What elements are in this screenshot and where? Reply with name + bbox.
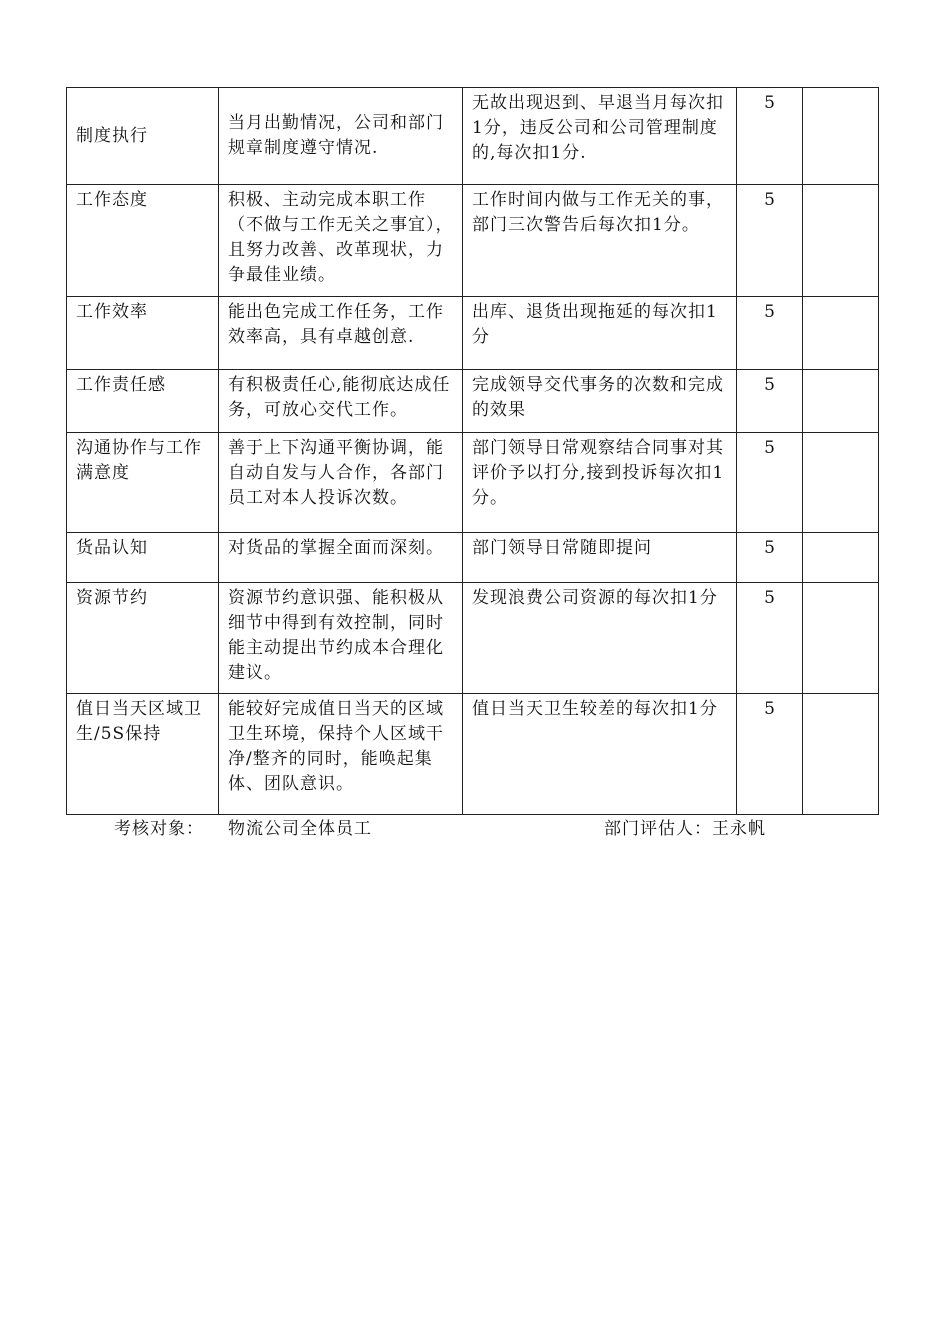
item-cell: 货品认知	[67, 533, 219, 583]
rule-cell: 发现浪费公司资源的每次扣1分	[463, 583, 737, 694]
table-row	[67, 694, 879, 815]
score-cell: 5	[737, 88, 803, 185]
item-cell: 值日当天区域卫生/5S保持	[67, 694, 219, 815]
standard-cell: 积极、主动完成本职工作（不做与工作无关之事宜），且努力改善、改革现状，力争最佳业绩。	[219, 185, 463, 297]
table-row	[67, 433, 879, 533]
score-cell: 5	[737, 694, 803, 815]
assessment-table	[66, 87, 879, 815]
rule-cell: 部门领导日常观察结合同事对其评价予以打分,接到投诉每次扣1分。	[463, 433, 737, 533]
rule-cell: 完成领导交代事务的次数和完成的效果	[463, 370, 737, 433]
result-cell	[803, 185, 879, 297]
assessment-target	[114, 817, 372, 841]
item-cell: 资源节约	[67, 583, 219, 694]
standard-cell: 对货品的掌握全面而深刻。	[219, 533, 463, 583]
result-cell	[803, 533, 879, 583]
result-cell	[803, 88, 879, 185]
item-cell: 工作责任感	[67, 370, 219, 433]
assessor: 部门评估人：王永帆	[604, 819, 766, 839]
result-cell	[803, 433, 879, 533]
score-cell: 5	[737, 297, 803, 370]
target-label: 考核对象：	[114, 819, 204, 839]
standard-cell: 能较好完成值日当天的区域卫生环境，保持个人区域干净/整齐的同时，能唤起集体、团队意识。	[219, 694, 463, 815]
table-row	[67, 185, 879, 297]
score-cell: 5	[737, 583, 803, 694]
score-cell: 5	[737, 185, 803, 297]
rule-cell: 部门领导日常随即提问	[463, 533, 737, 583]
standard-cell: 当月出勤情况，公司和部门规章制度遵守情况.	[219, 88, 463, 185]
rule-cell: 出库、退货出现拖延的每次扣1分	[463, 297, 737, 370]
table-row	[67, 370, 879, 433]
table-row	[67, 533, 879, 583]
score-cell: 5	[737, 433, 803, 533]
item-cell: 工作效率	[67, 297, 219, 370]
item-cell: 工作态度	[67, 185, 219, 297]
standard-cell: 资源节约意识强、能积极从细节中得到有效控制，同时能主动提出节约成本合理化建议。	[219, 583, 463, 694]
result-cell	[803, 297, 879, 370]
table-row	[67, 583, 879, 694]
item-cell: 沟通协作与工作满意度	[67, 433, 219, 533]
result-cell	[803, 583, 879, 694]
item-cell: 制度执行	[67, 88, 219, 185]
result-cell	[803, 694, 879, 815]
standard-cell: 善于上下沟通平衡协调，能自动自发与人合作，各部门员工对本人投诉次数。	[219, 433, 463, 533]
rule-cell: 值日当天卫生较差的每次扣1分	[463, 694, 737, 815]
table-row	[67, 88, 879, 185]
rule-cell: 工作时间内做与工作无关的事，部门三次警告后每次扣1分。	[463, 185, 737, 297]
result-cell	[803, 370, 879, 433]
table-row	[67, 297, 879, 370]
standard-cell: 能出色完成工作任务，工作效率高，具有卓越创意.	[219, 297, 463, 370]
target-value: 物流公司全体员工	[228, 819, 372, 839]
score-cell: 5	[737, 533, 803, 583]
standard-cell: 有积极责任心,能彻底达成任务，可放心交代工作。	[219, 370, 463, 433]
rule-cell: 无故出现迟到、早退当月每次扣1分，违反公司和公司管理制度的,每次扣1分.	[463, 88, 737, 185]
score-cell: 5	[737, 370, 803, 433]
